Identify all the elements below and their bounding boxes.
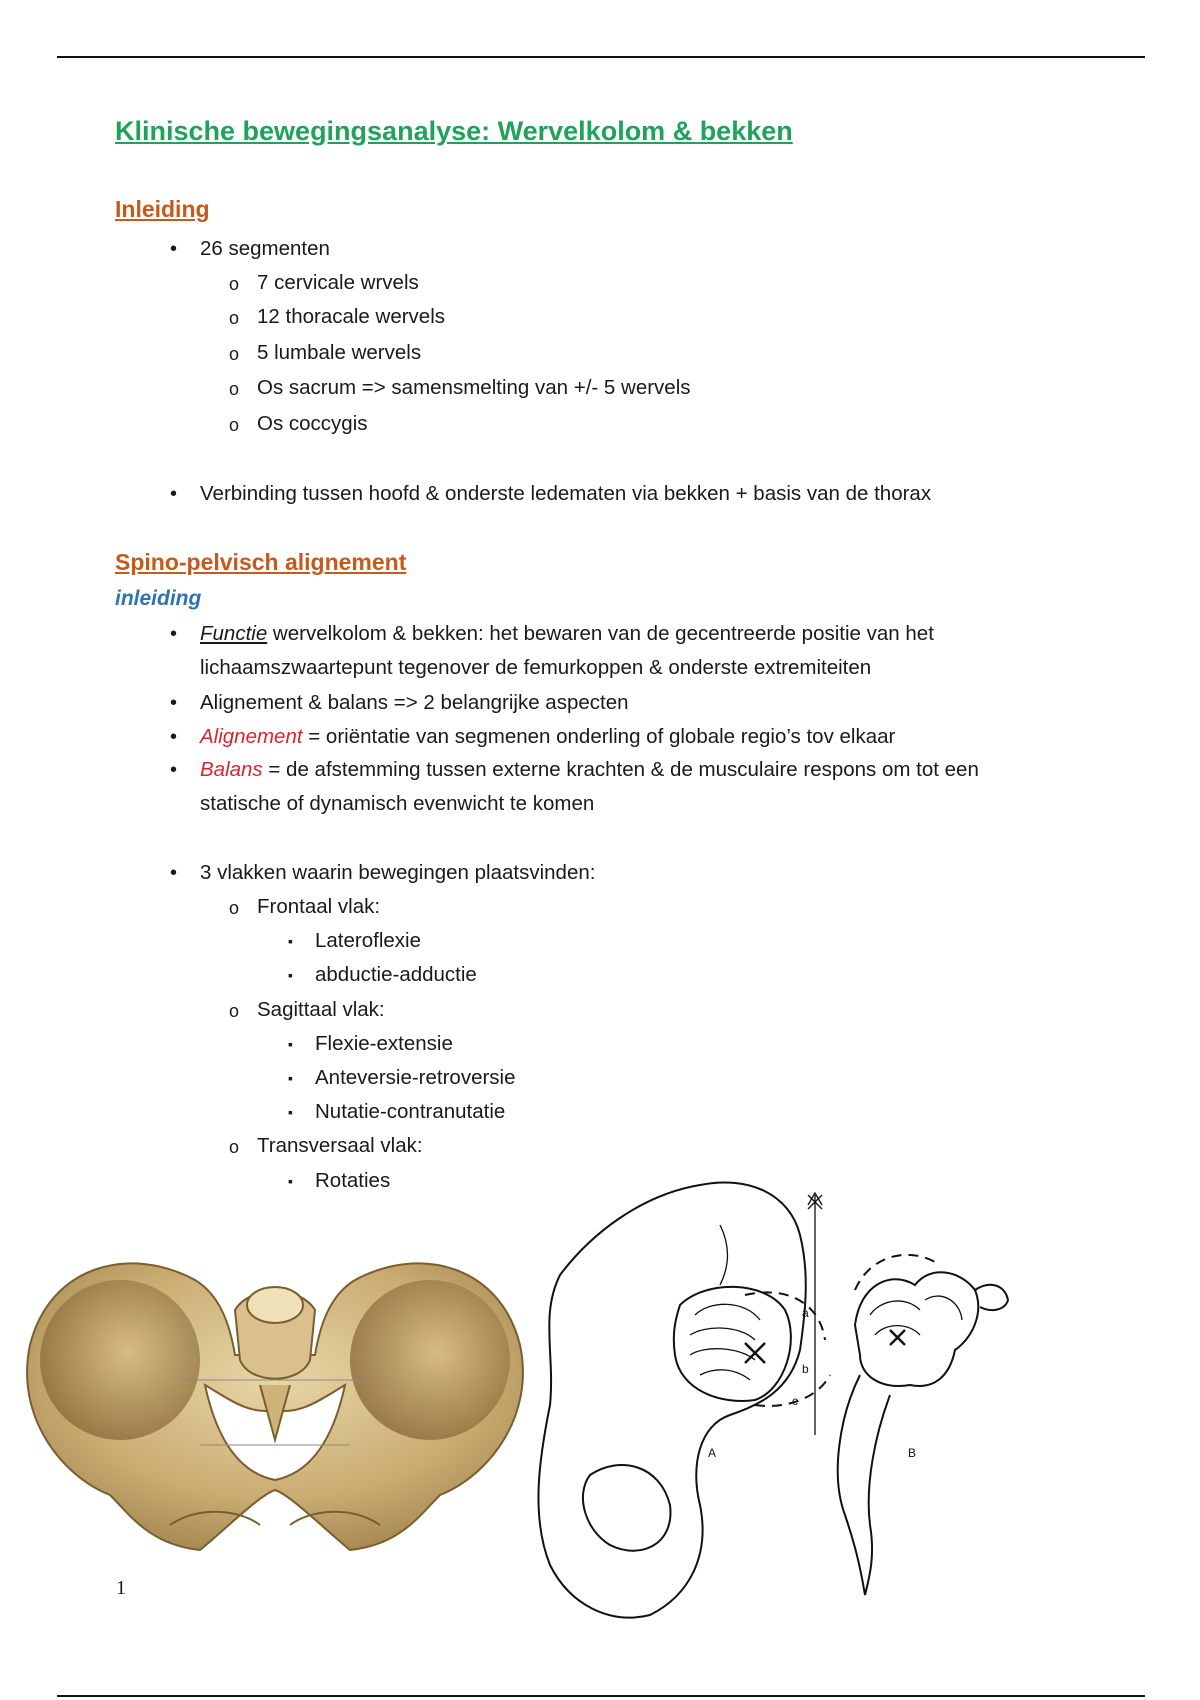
bullet-marker: • (170, 238, 178, 260)
term-alignement: Alignement (200, 725, 303, 748)
bullet-marker: o (229, 274, 240, 294)
balans-text: = de afstemming tussen externe krachten & de musculaire respons om tot een (262, 758, 979, 781)
figure-label-b: b (802, 1362, 809, 1376)
document-title: Klinische bewegingsanalyse: Wervelkolom & bekken (115, 116, 793, 146)
figure-label-a: a (802, 1306, 809, 1320)
bullet-marker: • (170, 623, 178, 645)
list-item: 7 cervicale wrvels (257, 271, 419, 294)
list-item: Rotaties (315, 1169, 391, 1192)
list-item-continuation: lichaamszwaartepunt tegenover de femurkoppen & onderste extremiteiten (200, 656, 872, 679)
subsection-heading-inleiding: inleiding (115, 587, 202, 610)
figure-label-A: A (708, 1446, 717, 1460)
list-item-continuation: statische of dynamisch evenwicht te komen (200, 792, 595, 815)
bullet-marker: ▪ (288, 1104, 293, 1120)
term-balans: Balans (200, 758, 263, 781)
bullet-marker: o (229, 898, 240, 918)
section-heading-inleiding: Inleiding (115, 196, 210, 222)
list-item (200, 725, 895, 749)
bullet-marker: o (229, 1001, 240, 1021)
bullet-marker: • (170, 759, 178, 781)
bullet-marker: o (229, 379, 240, 399)
list-item: Transversaal vlak: (257, 1134, 423, 1157)
functie-text: wervelkolom & bekken: het bewaren van de gecentreerde positie van het (267, 622, 934, 645)
pelvis-anatomy-image (20, 1225, 530, 1560)
list-item: 5 lumbale wervels (257, 341, 422, 364)
list-item: abductie-adductie (315, 963, 477, 986)
bottom-rule (57, 1695, 1145, 1697)
list-item: Os sacrum => samensmelting van +/- 5 wervels (257, 376, 691, 399)
bullet-marker: • (170, 862, 178, 884)
list-item (200, 622, 934, 646)
list-item (200, 758, 979, 782)
bullet-marker: o (229, 1137, 240, 1157)
list-item: Verbinding tussen hoofd & onderste ledematen via bekken + basis van de thorax (200, 482, 932, 505)
list-item: Sagittaal vlak: (257, 998, 385, 1021)
bullet-marker: o (229, 344, 240, 364)
bullet-marker: ▪ (288, 1173, 293, 1189)
bullet-marker: ▪ (288, 1070, 293, 1086)
top-rule (57, 56, 1145, 58)
bullet-marker: • (170, 483, 178, 505)
bullet-marker: • (170, 692, 178, 714)
list-item: Anteversie-retroversie (315, 1066, 516, 1089)
bullet-marker: o (229, 308, 240, 328)
list-item: 12 thoracale wervels (257, 305, 446, 328)
list-item: Flexie-extensie (315, 1032, 453, 1055)
bullet-marker: ▪ (288, 933, 293, 949)
list-item: Alignement & balans => 2 belangrijke aspecten (200, 691, 629, 714)
figure-label-c: c (792, 1394, 798, 1408)
list-item: Frontaal vlak: (257, 895, 381, 918)
section-heading-spino-pelvisch: Spino-pelvisch alignement (115, 549, 407, 575)
alignement-text: = oriëntatie van segmenen onderling of globale regio’s tov elkaar (302, 725, 896, 748)
bullet-marker: • (170, 726, 178, 748)
term-functie: Functie (200, 622, 268, 645)
list-item: 3 vlakken waarin bewegingen plaatsvinden: (200, 861, 596, 884)
bullet-marker: ▪ (288, 1036, 293, 1052)
list-item: 26 segmenten (200, 237, 330, 260)
list-item: Nutatie-contranutatie (315, 1100, 506, 1123)
bullet-marker: ▪ (288, 967, 293, 983)
list-item: Os coccygis (257, 412, 368, 435)
figure-label-B: B (908, 1446, 917, 1460)
list-item: Lateroflexie (315, 929, 421, 952)
bullet-marker: o (229, 415, 240, 435)
pelvis-line-drawing (530, 1175, 1060, 1625)
page-number: 1 (116, 1577, 126, 1599)
